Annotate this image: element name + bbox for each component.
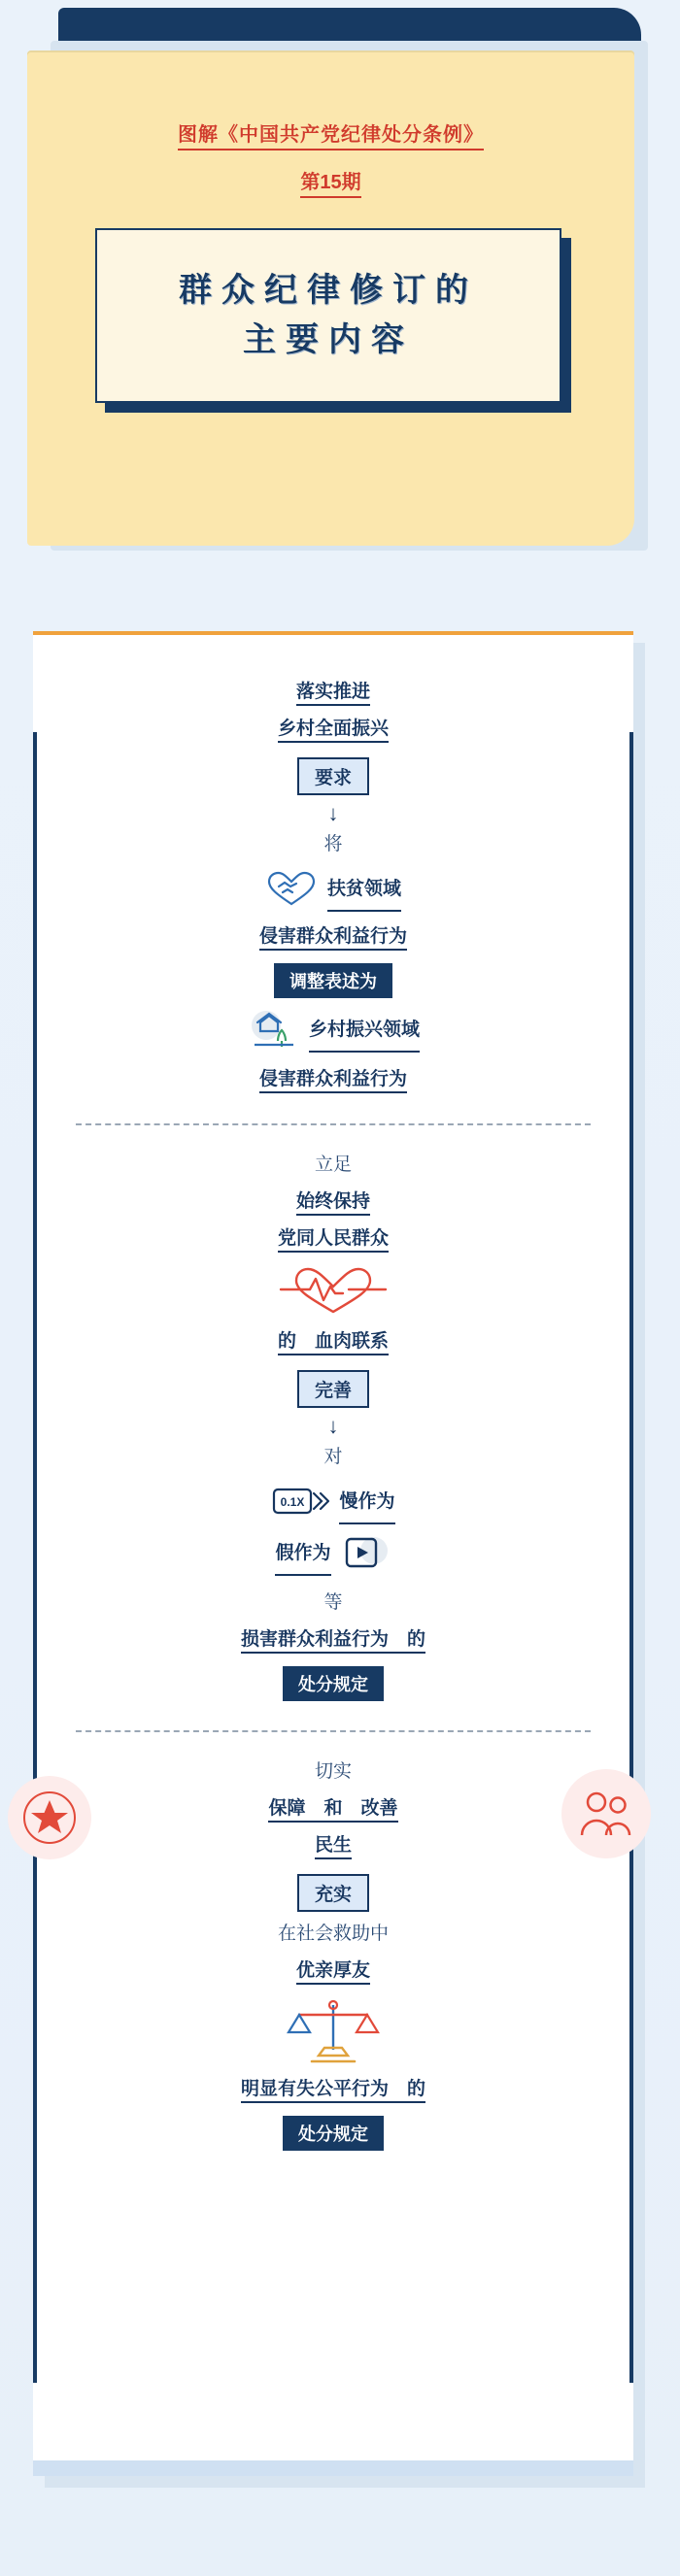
main-title-line2: 主要内容 (243, 320, 414, 359)
section-2 (76, 1147, 591, 1705)
body-card (33, 631, 633, 2476)
svg-text:0.1X: 0.1X (281, 1495, 305, 1509)
line-sunhai-qunzhong-row (76, 1622, 591, 1658)
tag-chongshi-row (76, 1864, 591, 1916)
tag-chufen-2-row (76, 2108, 591, 2155)
body-content (33, 635, 633, 2170)
series-title-text2: 第15期 (300, 172, 360, 198)
balance-scale-icon (76, 1995, 591, 2065)
series-title-line2 (27, 166, 634, 194)
line-zai-shehui-jiuzhu: 在社会救助中 (277, 1924, 389, 1944)
line-minsheng: 民生 (315, 1835, 352, 1859)
tag-tiaozheng-row (76, 955, 591, 1002)
line-qinhai-qunzhong-2: 侵害群众利益行为 (259, 1069, 407, 1093)
bottom-spacer (76, 2155, 591, 2170)
line-shiluo-tuijin-row (76, 674, 591, 711)
section-1 (76, 674, 591, 1098)
line-fupin-lingyu: 扶贫领域 (327, 871, 401, 912)
line-shizhong-baochi: 始终保持 (296, 1191, 370, 1216)
handshake-heart-icon (265, 869, 318, 913)
tag-chufen-1-row (76, 1658, 591, 1705)
tag-chufen-2: 处分规定 (283, 2116, 384, 2151)
line-sunhai-qunzhong: 损害群众利益行为 的 (241, 1629, 425, 1654)
line-mingxian-youshi-row (76, 2071, 591, 2108)
line-manzuowei-row (76, 1482, 591, 1525)
line-youqin-houyou-row (76, 1953, 591, 1990)
line-dang-tong-renmin-row (76, 1221, 591, 1257)
line-deng: 等 (323, 1592, 343, 1613)
line-dang-tong-renmin: 党同人民群众 (278, 1228, 389, 1253)
tag-yaoqiu-row (76, 748, 591, 799)
line-de-xuerou-row (76, 1323, 591, 1360)
line-lizu: 立足 (314, 1154, 352, 1175)
line-fupin-lingyu-row (76, 869, 591, 913)
line-qieshi: 切实 (314, 1761, 352, 1782)
line-qinhai-qunzhong-2-row (76, 1061, 591, 1098)
heartbeat-icon (76, 1263, 591, 1318)
tag-tiaozheng: 调整表述为 (274, 963, 392, 998)
line-jiazuowei-row (76, 1531, 591, 1579)
line-baozhang-gaishan: 保障 和 改善 (268, 1798, 397, 1823)
line-manzuowei: 慢作为 (339, 1484, 394, 1524)
main-title-line1: 群众纪律修订的 (179, 271, 478, 310)
section-3 (76, 1754, 591, 2155)
line-baozhang-gaishan-row (76, 1790, 591, 1827)
line-qinhai-qunzhong-1: 侵害群众利益行为 (259, 926, 407, 951)
line-dui: 对 (323, 1447, 343, 1467)
series-title-text1: 图解《中国共产党纪律处分条例》 (178, 124, 484, 151)
tag-wanshan-row (76, 1360, 591, 1412)
section-divider-2 (76, 1730, 591, 1732)
arrow-down-icon-2: ↓ (327, 1414, 339, 1438)
line-youqin-houyou: 优亲厚友 (296, 1960, 370, 1985)
line-xiangcun-zhenxing-lingyu: 乡村振兴领域 (309, 1012, 420, 1053)
line-xiangcun-zhenxing: 乡村全面振兴 (278, 719, 389, 743)
slow-speed-icon (271, 1482, 329, 1525)
line-qinhai-qunzhong-1-row (76, 919, 591, 955)
section-divider-1 (76, 1123, 591, 1125)
tag-chongshi: 充实 (297, 1874, 369, 1912)
tag-wanshan: 完善 (297, 1370, 369, 1408)
village-house-icon (247, 1008, 299, 1055)
header-section (0, 0, 680, 583)
series-title-line1 (27, 118, 634, 147)
tag-yaoqiu: 要求 (297, 757, 369, 795)
line-mingxian-youshi: 明显有失公平行为 的 (241, 2079, 425, 2103)
line-xiangcun-zhenxing-row (76, 711, 591, 748)
line-minsheng-row (76, 1827, 591, 1864)
line-de-xuerou: 的 血肉联系 (278, 1331, 389, 1355)
play-button-icon (341, 1531, 391, 1579)
tag-chufen-1: 处分规定 (283, 1666, 384, 1701)
line-jiazuowei: 假作为 (275, 1535, 330, 1576)
main-title-box (95, 228, 561, 403)
line-jiang: 将 (323, 834, 343, 854)
line-shizhong-baochi-row (76, 1184, 591, 1221)
line-shiluo-tuijin: 落实推进 (296, 682, 370, 706)
arrow-down-icon-1: ↓ (327, 801, 339, 825)
line-xiangcun-zhenxing-lingyu-row (76, 1008, 591, 1055)
